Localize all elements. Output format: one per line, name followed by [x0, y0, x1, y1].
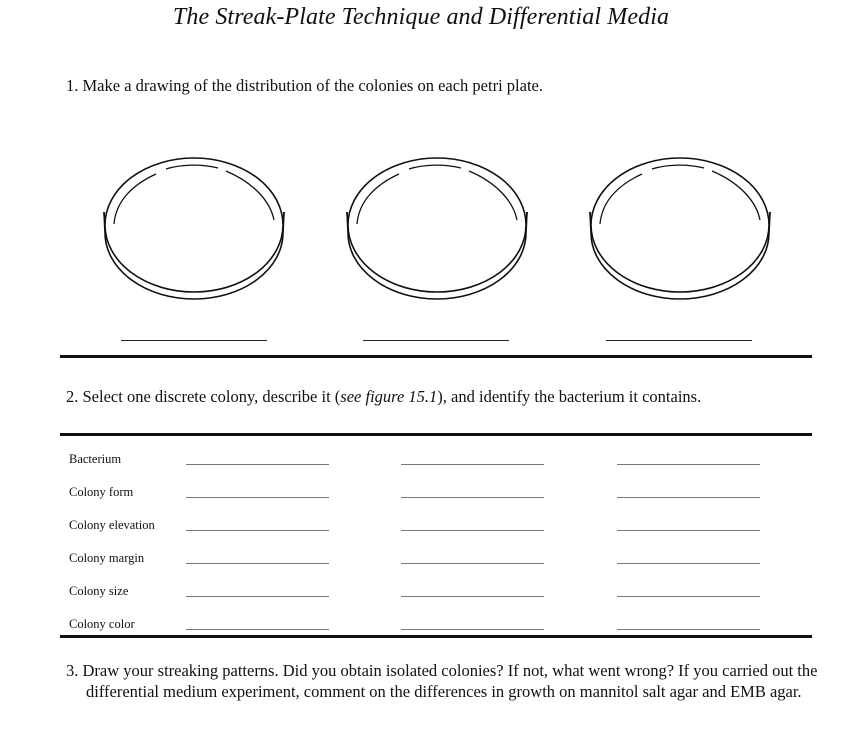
row-label: Colony size	[69, 584, 129, 598]
question-2-figure-reference: see figure 15.1	[340, 387, 438, 406]
petri-plate-3-icon	[580, 140, 780, 310]
plate-1-label-line[interactable]	[121, 340, 267, 341]
table-row-colony-size	[0, 579, 842, 612]
table-row-colony-color	[0, 612, 842, 645]
question-3-text: Draw your streaking patterns. Did you obtain isolated colonies? If not, what went wrong? If you carried out the differential medium experiment, comment on the differences in growth on mannitol salt agar and EMB agar.	[82, 661, 818, 701]
blank-line-col-1[interactable]	[186, 464, 329, 465]
section-divider-1	[60, 355, 812, 358]
blank-line-col-3[interactable]	[617, 629, 760, 630]
blank-line-col-1[interactable]	[186, 563, 329, 564]
question-1	[66, 76, 543, 96]
table-row-colony-margin	[0, 546, 842, 579]
blank-line-col-1[interactable]	[186, 596, 329, 597]
blank-line-col-3[interactable]	[617, 563, 760, 564]
blank-line-col-3[interactable]	[617, 497, 760, 498]
question-2-text-before: Select one discrete colony, describe it (	[82, 387, 341, 406]
plate-2-label-line[interactable]	[363, 340, 509, 341]
blank-line-col-1[interactable]	[186, 497, 329, 498]
question-2-text-after: ), and identify the bacterium it contains.	[437, 387, 702, 406]
blank-line-col-3[interactable]	[617, 464, 760, 465]
question-3	[66, 660, 826, 702]
table-row-colony-elevation	[0, 513, 842, 546]
row-label: Colony color	[69, 617, 135, 631]
question-2	[66, 387, 701, 407]
blank-line-col-3[interactable]	[617, 596, 760, 597]
petri-plate-1-icon	[94, 140, 294, 310]
row-label: Bacterium	[69, 452, 122, 466]
blank-line-col-1[interactable]	[186, 629, 329, 630]
blank-line-col-2[interactable]	[401, 596, 544, 597]
section-divider-2	[60, 433, 812, 436]
question-2-number: 2.	[66, 387, 79, 406]
blank-line-col-2[interactable]	[401, 629, 544, 630]
plate-3-label-line[interactable]	[606, 340, 752, 341]
row-label: Colony margin	[69, 551, 145, 565]
table-row-bacterium	[0, 447, 842, 480]
question-1-text: Make a drawing of the distribution of the colonies on each petri plate.	[82, 76, 543, 95]
question-1-number: 1.	[66, 76, 79, 95]
petri-plates	[0, 140, 842, 350]
blank-line-col-2[interactable]	[401, 497, 544, 498]
blank-line-col-2[interactable]	[401, 530, 544, 531]
table-row-colony-form	[0, 480, 842, 513]
blank-line-col-1[interactable]	[186, 530, 329, 531]
row-label: Colony elevation	[69, 518, 155, 532]
page-title: The Streak-Plate Technique and Differential Media	[172, 4, 670, 30]
question-3-number: 3.	[66, 661, 79, 680]
blank-line-col-2[interactable]	[401, 464, 544, 465]
blank-line-col-3[interactable]	[617, 530, 760, 531]
petri-plate-2-icon	[337, 140, 537, 310]
row-label: Colony form	[69, 485, 134, 499]
section-divider-3	[60, 635, 812, 638]
blank-line-col-2[interactable]	[401, 563, 544, 564]
